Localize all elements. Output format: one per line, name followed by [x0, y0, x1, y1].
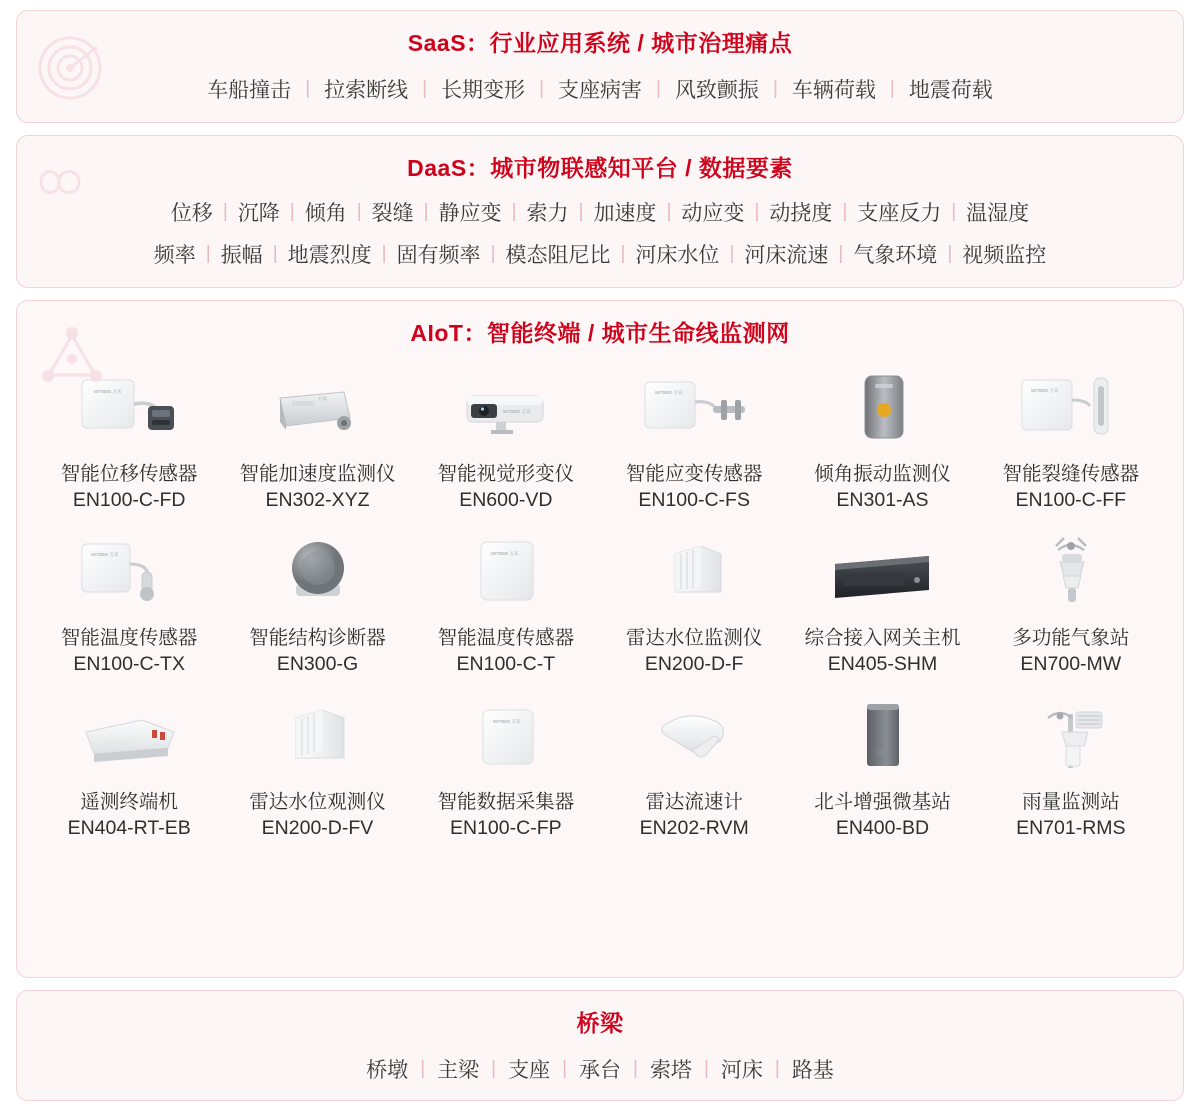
- device-card[interactable]: [223, 522, 411, 682]
- device-model: EN600-VD: [459, 489, 553, 511]
- bridge-items: [17, 1054, 1183, 1084]
- rain-gauge-station-icon: [1001, 688, 1141, 784]
- svg-text:WITBEE 万宾: WITBEE 万宾: [490, 551, 519, 556]
- daas-item[interactable]: 温湿度: [966, 202, 1030, 225]
- device-name: 智能温度传感器: [437, 627, 575, 649]
- radar-flow-meter-icon: [624, 688, 764, 784]
- bridge-item[interactable]: 桥墩: [366, 1059, 409, 1082]
- temperature-panel-icon: [436, 524, 576, 620]
- device-card[interactable]: [977, 686, 1165, 846]
- saas-title: [17, 25, 1183, 58]
- device-model: EN300-G: [276, 653, 359, 675]
- svg-text:万宾: 万宾: [318, 396, 328, 401]
- bridge-item[interactable]: 承台: [579, 1059, 621, 1082]
- radar-water-observer-icon: [247, 688, 387, 784]
- temperature-sensor-icon: [59, 524, 199, 620]
- device-name: 综合接入网关主机: [804, 627, 961, 649]
- saas-item[interactable]: 长期变形: [441, 79, 526, 102]
- device-model: EN301-AS: [836, 489, 929, 511]
- daas-item[interactable]: 裂缝: [371, 202, 414, 225]
- device-card[interactable]: [600, 358, 788, 518]
- device-model: EN100-C-FP: [450, 817, 562, 839]
- separator: |: [381, 243, 387, 264]
- crack-sensor-icon: [1001, 360, 1141, 456]
- device-model: EN400-BD: [835, 817, 930, 839]
- daas-item[interactable]: 固有频率: [396, 244, 481, 267]
- daas-item[interactable]: 支座反力: [857, 202, 942, 225]
- device-name: 智能结构诊断器: [249, 627, 386, 649]
- separator: |: [633, 1058, 638, 1079]
- bridge-item[interactable]: 路基: [791, 1059, 834, 1082]
- device-name: 雨量监测站: [1022, 791, 1120, 813]
- device-card[interactable]: [412, 686, 600, 846]
- bridge-item[interactable]: 支座: [508, 1059, 551, 1082]
- device-model: EN100-C-T: [456, 653, 556, 675]
- saas-title-cn: 行业应用系统 / 城市治理痛点: [489, 30, 793, 56]
- separator: |: [205, 243, 211, 264]
- daas-item[interactable]: 振幅: [220, 244, 263, 267]
- device-model: EN100-C-FS: [638, 489, 750, 511]
- device-name: 倾角振动监测仪: [814, 463, 951, 485]
- daas-item[interactable]: 气象环境: [853, 244, 938, 267]
- separator: |: [951, 201, 957, 222]
- device-name: 智能视觉形变仪: [437, 463, 575, 485]
- separator: |: [420, 1058, 426, 1079]
- separator: |: [422, 78, 428, 99]
- bridge-panel: [16, 990, 1184, 1101]
- daas-item[interactable]: 静应变: [438, 202, 502, 225]
- saas-items: [17, 74, 1183, 104]
- separator: |: [656, 78, 661, 99]
- saas-item[interactable]: 地震荷载: [908, 79, 993, 102]
- separator: |: [272, 243, 278, 264]
- daas-item[interactable]: 动应变: [681, 202, 745, 225]
- device-model: EN405-SHM: [827, 653, 938, 675]
- device-card[interactable]: [788, 686, 976, 846]
- device-card[interactable]: [977, 358, 1165, 518]
- device-model: EN302-XYZ: [265, 489, 370, 511]
- daas-items-row2: [17, 239, 1183, 269]
- data-collector-icon: [436, 688, 576, 784]
- device-model: EN202-RVM: [639, 817, 749, 839]
- saas-item[interactable]: 支座病害: [558, 79, 642, 102]
- strain-sensor-icon: [624, 360, 764, 456]
- vision-deformation-camera-icon: [436, 360, 576, 456]
- device-model: EN100-C-FF: [1015, 489, 1127, 511]
- device-name: 智能应变传感器: [625, 463, 763, 485]
- separator: |: [703, 1058, 709, 1079]
- device-name: 智能加速度监测仪: [239, 463, 396, 485]
- weather-station-icon: [1001, 524, 1141, 620]
- aiot-panel: [16, 300, 1184, 978]
- daas-item[interactable]: 频率: [153, 244, 196, 267]
- separator: |: [539, 78, 544, 99]
- aiot-title: [17, 315, 1183, 348]
- device-card[interactable]: [35, 522, 223, 682]
- daas-item[interactable]: 加速度: [593, 202, 657, 225]
- bridge-title: 桥梁: [576, 1010, 624, 1036]
- daas-item[interactable]: 索力: [526, 202, 569, 225]
- telemetry-terminal-icon: [59, 688, 199, 784]
- aiot-title-en: AIoT：: [410, 320, 487, 346]
- device-card[interactable]: [412, 522, 600, 682]
- displacement-sensor-icon: [59, 360, 199, 456]
- device-name: 智能位移传感器: [60, 463, 198, 485]
- tilt-vibration-monitor-icon: [812, 360, 952, 456]
- device-model: EN200-D-F: [644, 653, 744, 675]
- separator: |: [838, 243, 844, 264]
- separator: |: [729, 243, 735, 264]
- separator: |: [356, 201, 362, 222]
- structure-diagnostic-icon: [247, 524, 387, 620]
- device-grid: [17, 358, 1183, 846]
- svg-text:WITBEE 万宾: WITBEE 万宾: [655, 390, 683, 395]
- saas-item[interactable]: 车船撞击: [207, 79, 292, 102]
- separator: |: [620, 243, 626, 264]
- device-model: EN701-RMS: [1016, 817, 1126, 839]
- daas-item[interactable]: 地震烈度: [287, 244, 372, 267]
- saas-title-en: SaaS：: [407, 30, 490, 56]
- device-name: 智能温度传感器: [60, 627, 198, 649]
- device-card[interactable]: [788, 358, 976, 518]
- svg-text:WITBEE 万宾: WITBEE 万宾: [91, 552, 119, 557]
- beidou-micro-station-icon: [812, 688, 952, 784]
- device-name: 北斗增强微基站: [814, 791, 951, 813]
- device-model: EN200-D-FV: [261, 817, 374, 839]
- daas-item[interactable]: 位移: [170, 202, 213, 225]
- separator: |: [511, 201, 517, 222]
- daas-item[interactable]: 倾角: [304, 202, 347, 225]
- acceleration-monitor-icon: [247, 360, 387, 456]
- daas-item[interactable]: 模态阻尼比: [505, 244, 611, 267]
- separator: |: [842, 201, 848, 222]
- daas-panel: [16, 135, 1184, 288]
- separator: |: [772, 78, 778, 99]
- separator: |: [889, 78, 895, 99]
- device-card[interactable]: [788, 522, 976, 682]
- saas-item[interactable]: 车辆荷载: [791, 79, 876, 102]
- bridge-item[interactable]: 索塔: [649, 1059, 692, 1082]
- separator: |: [947, 243, 953, 264]
- saas-panel: [16, 10, 1184, 123]
- bridge-item[interactable]: 河床: [720, 1059, 763, 1082]
- device-name: 多功能气象站: [1012, 627, 1130, 649]
- saas-item[interactable]: 风致颤振: [674, 79, 759, 102]
- device-card[interactable]: [412, 358, 600, 518]
- daas-item[interactable]: 沉降: [237, 202, 280, 225]
- device-name: 遥测终端机: [80, 791, 178, 813]
- daas-title-cn: 城市物联感知平台 / 数据要素: [490, 155, 793, 181]
- separator: |: [666, 201, 672, 222]
- device-model: EN404-RT-EB: [67, 817, 191, 839]
- saas-item[interactable]: 拉索断线: [324, 79, 409, 102]
- device-card[interactable]: [35, 358, 223, 518]
- bridge-item[interactable]: 主梁: [437, 1059, 480, 1082]
- device-card[interactable]: [977, 522, 1165, 682]
- svg-text:万宾: 万宾: [875, 750, 885, 755]
- daas-item[interactable]: 动挠度: [769, 202, 833, 225]
- daas-item[interactable]: 视频监控: [962, 244, 1047, 267]
- separator: |: [222, 201, 228, 222]
- device-card[interactable]: [223, 358, 411, 518]
- separator: |: [490, 243, 496, 264]
- daas-title: [17, 150, 1183, 183]
- device-model: EN100-C-TX: [73, 653, 185, 675]
- device-card[interactable]: [600, 686, 788, 846]
- device-model: EN100-C-FD: [72, 489, 186, 511]
- separator: |: [289, 201, 295, 222]
- separator: |: [491, 1058, 497, 1079]
- daas-items-row1: [17, 197, 1183, 227]
- device-name: 智能裂缝传感器: [1002, 463, 1140, 485]
- separator: |: [774, 1058, 780, 1079]
- device-name: 雷达水位监测仪: [625, 627, 763, 649]
- separator: |: [305, 78, 311, 99]
- svg-text:WITBEE 万宾: WITBEE 万宾: [492, 719, 521, 724]
- device-card[interactable]: [600, 522, 788, 682]
- gateway-host-icon: [812, 524, 952, 620]
- separator: |: [562, 1058, 567, 1079]
- svg-text:WITBEE 万宾: WITBEE 万宾: [502, 409, 531, 414]
- device-name: 雷达流速计: [645, 791, 743, 813]
- svg-text:WITBEE 万宾: WITBEE 万宾: [94, 389, 122, 394]
- separator: |: [423, 201, 429, 222]
- separator: |: [578, 201, 584, 222]
- device-name: 雷达水位观测仪: [249, 791, 386, 813]
- radar-water-level-icon: [624, 524, 764, 620]
- aiot-title-cn: 智能终端 / 城市生命线监测网: [486, 320, 790, 346]
- device-card[interactable]: [223, 686, 411, 846]
- daas-title-en: DaaS：: [407, 155, 491, 181]
- device-name: 智能数据采集器: [437, 791, 575, 813]
- separator: |: [754, 201, 760, 222]
- device-model: EN700-MW: [1020, 653, 1122, 675]
- device-card[interactable]: [35, 686, 223, 846]
- daas-item[interactable]: 河床水位: [635, 244, 720, 267]
- daas-item[interactable]: 河床流速: [744, 244, 829, 267]
- svg-text:WITBEE 万宾: WITBEE 万宾: [1030, 388, 1059, 393]
